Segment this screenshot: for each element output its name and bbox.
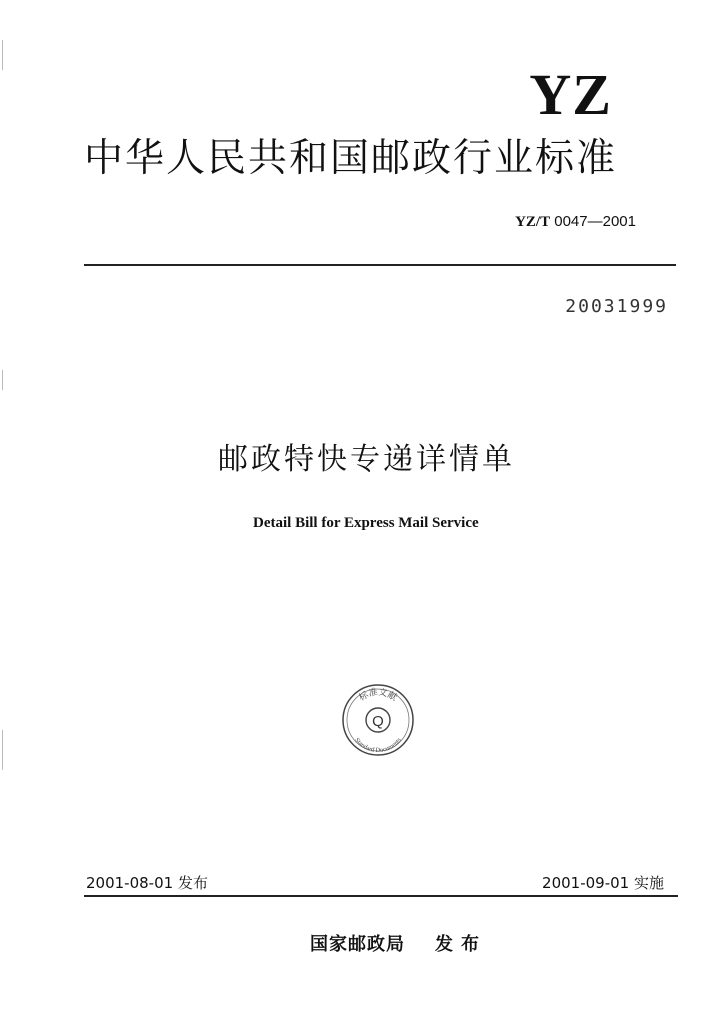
scan-edge-mark — [2, 40, 3, 70]
standard-category-title: 中华人民共和国邮政行业标准 — [84, 136, 618, 181]
top-divider — [84, 264, 676, 266]
seal-center-text: Q — [372, 713, 384, 730]
scan-edge-mark — [2, 370, 3, 390]
standard-number — [515, 213, 636, 231]
bottom-divider — [84, 895, 678, 897]
seal-bottom-text: Standard Documents — [353, 736, 403, 755]
publisher-line — [310, 930, 487, 956]
issue-date: 2001-08-01 发布 — [86, 874, 208, 892]
standard-number-value: 0047—2001 — [554, 213, 636, 230]
publisher-action: 发布 — [435, 934, 487, 955]
document-title-cn: 邮政特快专递详情单 — [218, 442, 515, 477]
publisher-name: 国家邮政局 — [310, 934, 405, 955]
standard-code: YZ — [529, 62, 612, 127]
seal-icon — [340, 682, 416, 758]
library-seal — [340, 682, 416, 758]
stamp-number: 20031999 — [565, 296, 668, 317]
document-title-en: Detail Bill for Express Mail Service — [253, 515, 479, 531]
implementation-date: 2001-09-01 实施 — [542, 874, 664, 892]
seal-top-text: 标准文献 — [357, 687, 399, 704]
standard-number-prefix: YZ/T — [515, 214, 551, 230]
scan-edge-mark — [2, 730, 3, 770]
